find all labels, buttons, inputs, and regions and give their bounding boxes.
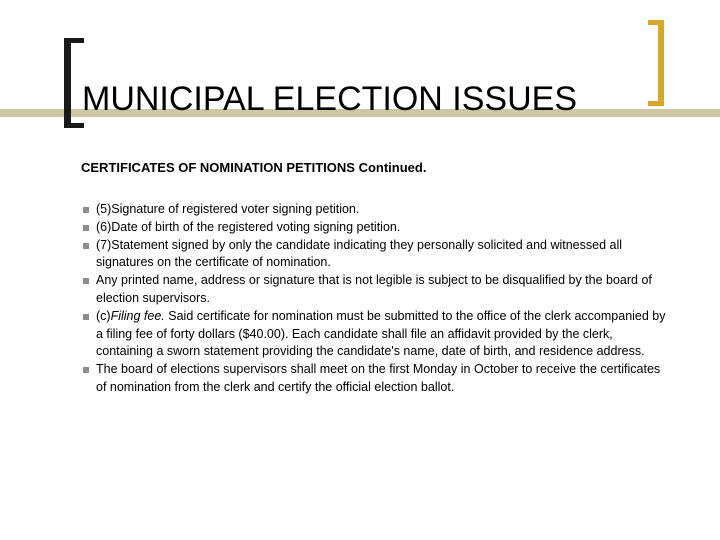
square-bullet-icon <box>83 243 89 249</box>
list-item <box>80 201 670 219</box>
left-bracket-decoration <box>64 38 84 128</box>
filing-fee-heading: Filing fee. <box>110 308 165 323</box>
list-item-text: (6)Date of birth of the registered voting signing petition. <box>96 219 401 234</box>
list-item-prefix: (c) <box>96 308 111 323</box>
list-item <box>80 308 670 361</box>
list-item <box>80 219 670 237</box>
square-bullet-icon <box>83 225 89 231</box>
square-bullet-icon <box>83 278 89 284</box>
list-item-text: (5)Signature of registered voter signing petition. <box>96 202 360 216</box>
bullet-list <box>80 201 670 397</box>
list-item <box>80 237 670 273</box>
square-bullet-icon <box>83 314 89 320</box>
square-bullet-icon <box>83 207 89 213</box>
list-item-text: Any printed name, address or signature that is not legible is subject to be disqualified by the board of election supervisors. <box>96 273 652 305</box>
right-bracket-decoration <box>648 20 664 106</box>
list-item <box>80 272 670 308</box>
list-item-text: (7)Statement signed by only the candidate indicating they personally solicited and witnessed all signatures on the certificate of nomination. <box>96 237 623 270</box>
list-item-text: Said certificate for nomination must be submitted to the office of the clerk accompanied by a filing fee of forty dollars ($40.00). Each candidate shall file an affidavit provided by the clerk, containing a sworn statement providing the candidate's name, date of birth, and residence address. <box>96 308 666 359</box>
list-item <box>80 361 670 397</box>
square-bullet-icon <box>83 367 89 373</box>
list-item-text: The board of elections supervisors shall meet on the first Monday in October to receive the certificates of nomination from the clerk and certify the official election ballot. <box>96 362 661 394</box>
section-heading: CERTIFICATES OF NOMINATION PETITIONS Continued. <box>81 160 427 175</box>
slide-title: MUNICIPAL ELECTION ISSUES <box>82 79 577 118</box>
